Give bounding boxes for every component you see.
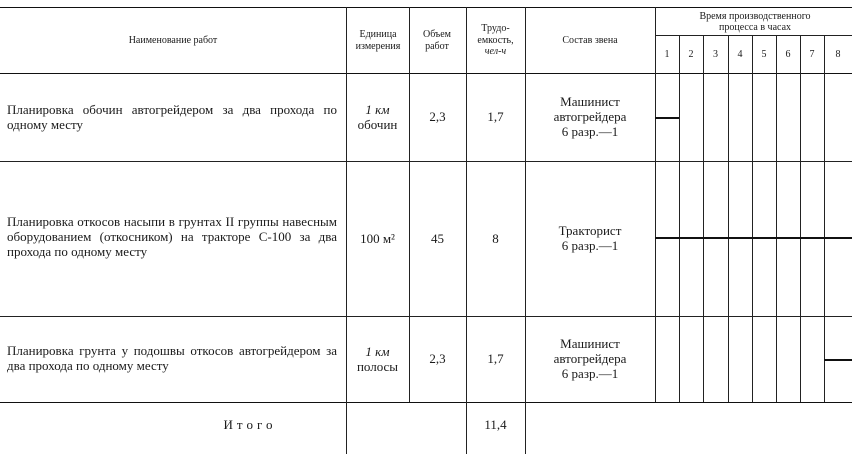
row3-work-name: Планировка грунта у подошвы откосов автогрейдером за два прохода по одному месту (7, 343, 337, 373)
row1-unit (346, 74, 409, 161)
row3-crew-line2: автогрейдера (553, 351, 627, 367)
hour-divider-6 (800, 35, 801, 402)
hour-divider-4 (752, 35, 753, 402)
schedule-bar-row1 (655, 117, 679, 119)
hour-divider-1 (679, 35, 680, 402)
row3-unit (346, 317, 409, 402)
header-crew: Состав звена (562, 34, 618, 46)
row3-crew (525, 317, 655, 402)
hour-label-5: 5 (761, 48, 767, 60)
row3-labor: 1,7 (487, 351, 504, 367)
hour-label-2: 2 (688, 48, 694, 60)
hour-label-7: 7 (809, 48, 815, 60)
row3-crew-line1: Машинист (560, 336, 620, 352)
row2-volume: 45 (431, 230, 444, 246)
row1-crew (525, 74, 655, 161)
row3-unit-line1: 1 км (365, 343, 390, 359)
row2-crew-line2: 6 разр.—1 (561, 238, 619, 253)
hour-label-8: 8 (835, 48, 841, 60)
row3-crew-line3: 6 разр.—1 (561, 365, 619, 381)
row2-crew (525, 162, 655, 316)
schedule-bar-row3 (824, 359, 852, 361)
hour-divider-5 (776, 35, 777, 402)
row1-crew-line1: Машинист (560, 94, 620, 110)
row1-work-name: Планировка обочин автогрейдером за два прохода по одному месту (7, 102, 337, 132)
row2-unit-line1: 100 м² (360, 230, 395, 246)
hour-label-6: 6 (785, 48, 791, 60)
row1-crew-line3: 6 разр.—1 (561, 123, 619, 139)
row2-work-name: Планировка откосов насыпи в грунтах II группы навесным оборудованием (откосником) на тракторе С-100 за два прохода по одному месту (7, 214, 337, 259)
hour-divider-2 (703, 35, 704, 402)
header-labor-unit: чел-ч (484, 46, 507, 58)
header-labor-line1: Трудо- (481, 23, 510, 35)
rows-bottom-rule (0, 402, 852, 403)
header-work-name: Наименование работ (128, 34, 218, 46)
total-label: Итого (223, 416, 277, 432)
header-volume: Объем работ (423, 29, 451, 52)
row3-volume: 2,3 (429, 351, 446, 367)
hour-label-4: 4 (737, 48, 743, 60)
total-labor: 11,4 (484, 416, 507, 432)
row2-labor: 8 (492, 230, 499, 246)
header-time-title: Время производственного процесса в часах (699, 10, 811, 33)
row3-unit-line2: полосы (356, 358, 399, 374)
hour-divider-3 (728, 35, 729, 402)
hour-label-1: 1 (664, 48, 670, 60)
row1-unit-line1: 1 км (365, 101, 390, 117)
schedule-bar-row2 (655, 237, 852, 239)
row1-labor: 1,7 (487, 109, 504, 125)
row1-volume: 2,3 (429, 109, 446, 125)
row2-crew-line1: Тракторист (558, 223, 622, 239)
row1-unit-line2: обочин (357, 116, 398, 132)
row2-unit (346, 162, 409, 316)
hour-divider-7 (824, 35, 825, 402)
row1-crew-line2: автогрейдера (553, 109, 627, 125)
header-unit: Единица измерения (355, 29, 401, 52)
header-labor-line2: емкость, (477, 34, 514, 46)
header-labor (466, 8, 525, 73)
hour-label-3: 3 (713, 48, 718, 60)
